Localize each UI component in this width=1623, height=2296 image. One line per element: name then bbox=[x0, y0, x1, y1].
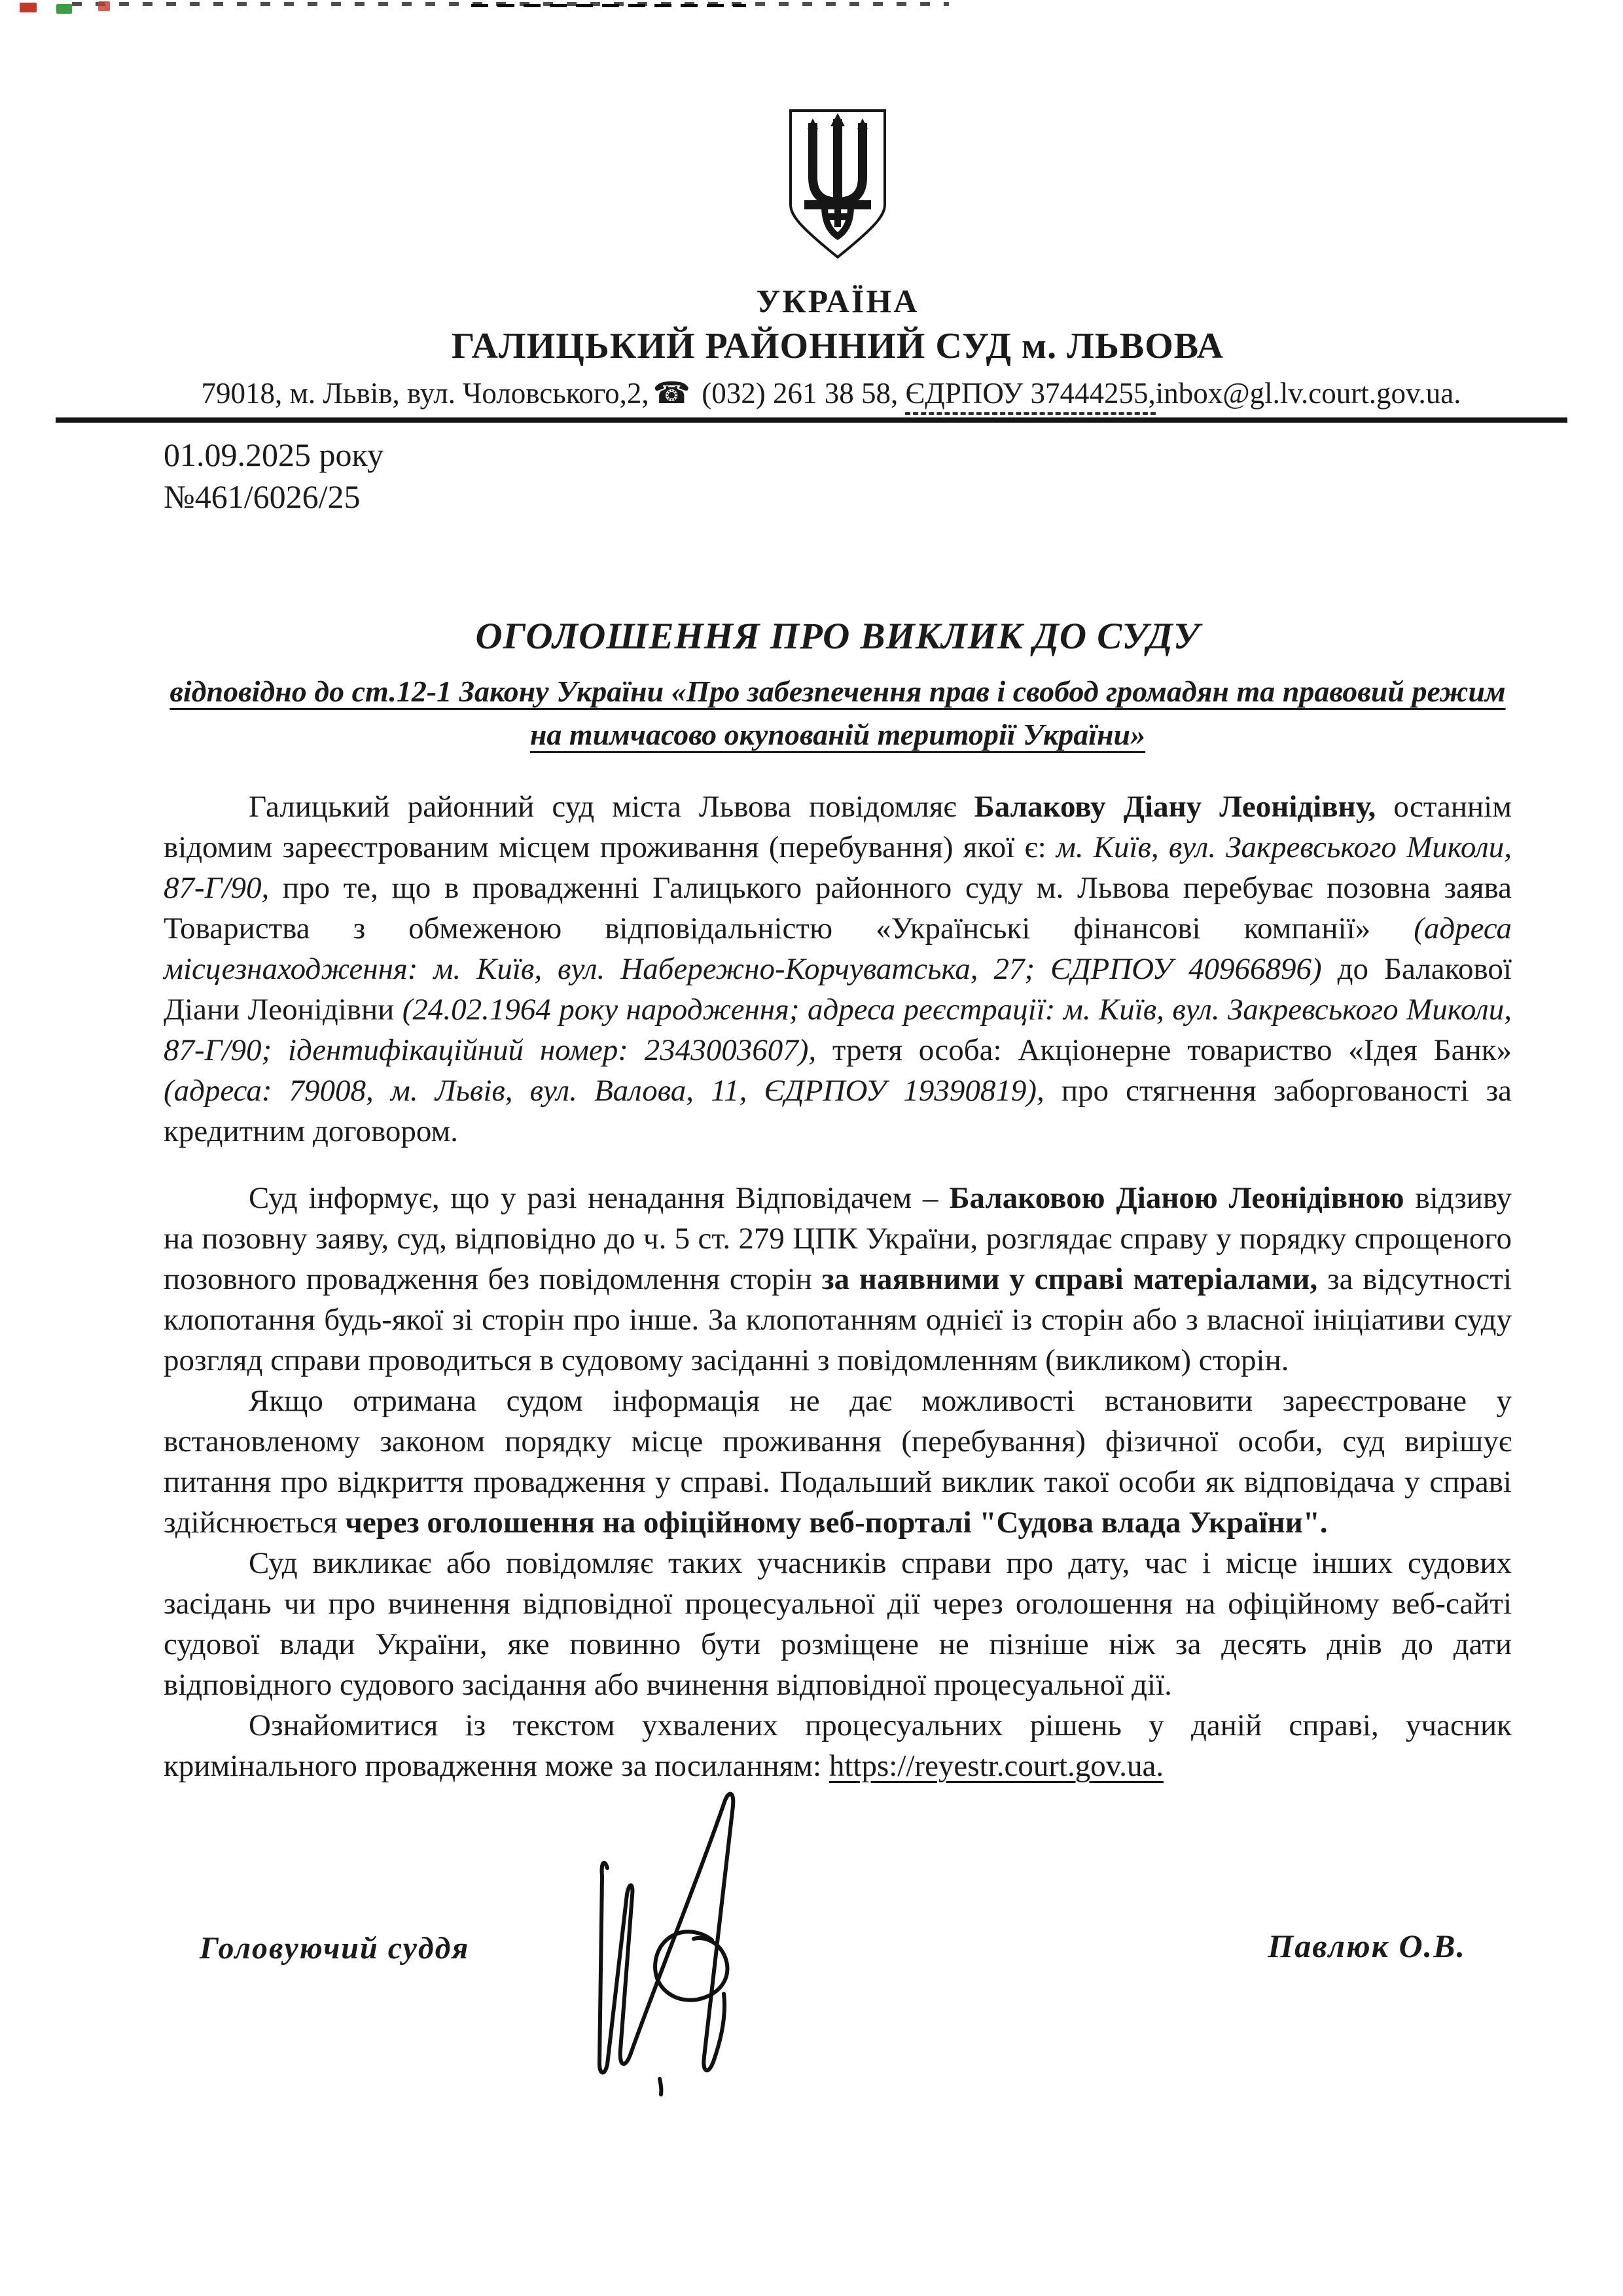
text-run: ЄДРПОУ 37444255, bbox=[905, 377, 1155, 415]
text-run: до Балакової Діани Леонідівни bbox=[164, 952, 1512, 1027]
paragraph-4 bbox=[164, 1543, 1512, 1705]
header-divider-line bbox=[56, 417, 1567, 423]
text-run: відзиву на позовну заяву, суд, відповідно до ч. 5 ст. 279 ЦПК України, розглядає справу у порядку спрощеного позовного провадження без повідомлення сторін bbox=[164, 1181, 1512, 1296]
country-name: УКРАЇНА bbox=[756, 283, 919, 319]
text-run: Суд інформує, що у разі ненадання Відповідачем – bbox=[249, 1181, 950, 1215]
text-run: Суд викликає або повідомляє таких учасників справи про дату, час і місце інших судових засідань чи про вчинення відповідної процесуальної дії через оголошення на офіційному веб-сайті судової влади України, яке повинно бути розміщене не пізніше ніж за десять днів до дати відповідного судового засідання або вчинення відповідної процесуальної дії. bbox=[164, 1546, 1512, 1702]
scan-artifact-noise bbox=[471, 4, 746, 7]
text-run: про те, що в провадженні Галицького районного суду м. Львова перебуває позовна заява Товариства з обмеженою відповідальністю «Українські фінансові компанії» bbox=[164, 871, 1512, 945]
scan-artifact-speck bbox=[56, 4, 72, 14]
subtitle-line-1: відповідно до ст.12-1 Закону України «Про забезпечення прав і свобод громадян та правовий режим bbox=[169, 675, 1506, 708]
text-run: 79018, м. Львів, вул. Чоловського,2, bbox=[201, 377, 649, 410]
case-number: №461/6026/25 bbox=[164, 478, 361, 515]
paragraph-3 bbox=[164, 1381, 1512, 1543]
subtitle-line-2: на тимчасово окупованій території України» bbox=[529, 718, 1146, 751]
text-run: через оголошення на офіційному веб-порталі "Судова влада України". bbox=[345, 1506, 1328, 1540]
text-run: Галицький районний суд міста Львова повідомляє bbox=[249, 790, 974, 824]
document-title: ОГОЛОШЕННЯ ПРО ВИКЛИК ДО СУДУ bbox=[475, 616, 1200, 657]
document-date: 01.09.2025 року bbox=[164, 436, 384, 473]
text-run: третя особа: Акціонерне товариство «Ідея Банк» bbox=[816, 1033, 1512, 1067]
document-subtitle bbox=[164, 670, 1512, 756]
phone-icon: ☎ bbox=[652, 375, 690, 410]
court-address-line bbox=[65, 375, 1597, 411]
text-run: м. Київ, вул. Закревського Миколи, 87-Г/90, bbox=[164, 830, 1512, 905]
text-run: Ознайомитися із текстом ухвалених процесуальних рішень у даній справі, учасник кримінального провадження може за посиланням: bbox=[164, 1708, 1512, 1783]
judge-role-label: Головуючий суддя bbox=[200, 1931, 470, 1966]
text-run: за відсутності клопотання будь-якої зі сторін про інше. За клопотанням однієї із сторін або з власної ініціативи суду розгляд справи проводиться в судовому засіданні з повідомленням (викликом) сторін. bbox=[164, 1262, 1512, 1377]
scan-artifact-speck bbox=[98, 1, 110, 11]
text-run: (адреса: 79008, м. Львів, вул. Валова, 11, ЄДРПОУ 19390819), bbox=[164, 1074, 1044, 1108]
text-run: за наявними у справі матеріалами, bbox=[821, 1262, 1318, 1296]
document-body bbox=[164, 786, 1512, 1786]
ukraine-trident-coat-of-arms-icon bbox=[781, 107, 894, 262]
scan-artifact-speck bbox=[20, 3, 37, 12]
paragraph-5 bbox=[164, 1705, 1512, 1786]
text-run: (адреса місцезнаходження: м. Київ, вул. Набережно-Корчуватська, 27; ЄДРПОУ 40966896) bbox=[164, 911, 1512, 986]
paragraph-1 bbox=[164, 786, 1512, 1152]
paragraph-2 bbox=[164, 1178, 1512, 1381]
signature-block bbox=[164, 1806, 1512, 2133]
text-run: Балаковою Діаною Леонідівною bbox=[949, 1181, 1404, 1215]
judge-signature bbox=[576, 1776, 857, 2104]
text-run: про стягнення заборгованості за кредитним договором. bbox=[164, 1074, 1512, 1148]
text-run: Якщо отримана судом інформація не дає можливості встановити зареєстроване у встановленому законом порядку місце проживання (перебування) фізичної особи, суд вирішує питання про відкриття провадження у справі. Подальший виклик такої особи як відповідача у справі здійснюється bbox=[164, 1384, 1512, 1540]
text-run: (032) 261 38 58, bbox=[694, 377, 906, 410]
text-run: (24.02.1964 року народження; адреса реєстрації: м. Київ, вул. Закревського Миколи, 87-Г/90; ідентифікаційний номер: 2343003607), bbox=[164, 993, 1512, 1067]
reyestr-link[interactable]: https://reyestr.court.gov.ua. bbox=[829, 1749, 1164, 1783]
court-name: ГАЛИЦЬКИЙ РАЙОННИЙ СУД м. ЛЬВОВА bbox=[451, 326, 1224, 366]
judge-name: Павлюк О.В. bbox=[1268, 1928, 1466, 1964]
text-run: inbox@gl.lv.court.gov.ua. bbox=[1155, 377, 1461, 410]
text-run: Балакову Діану Леонідівну, bbox=[974, 790, 1376, 824]
text-run: останнім відомим зареєстрованим місцем проживання (перебування) якої є: bbox=[164, 790, 1512, 864]
